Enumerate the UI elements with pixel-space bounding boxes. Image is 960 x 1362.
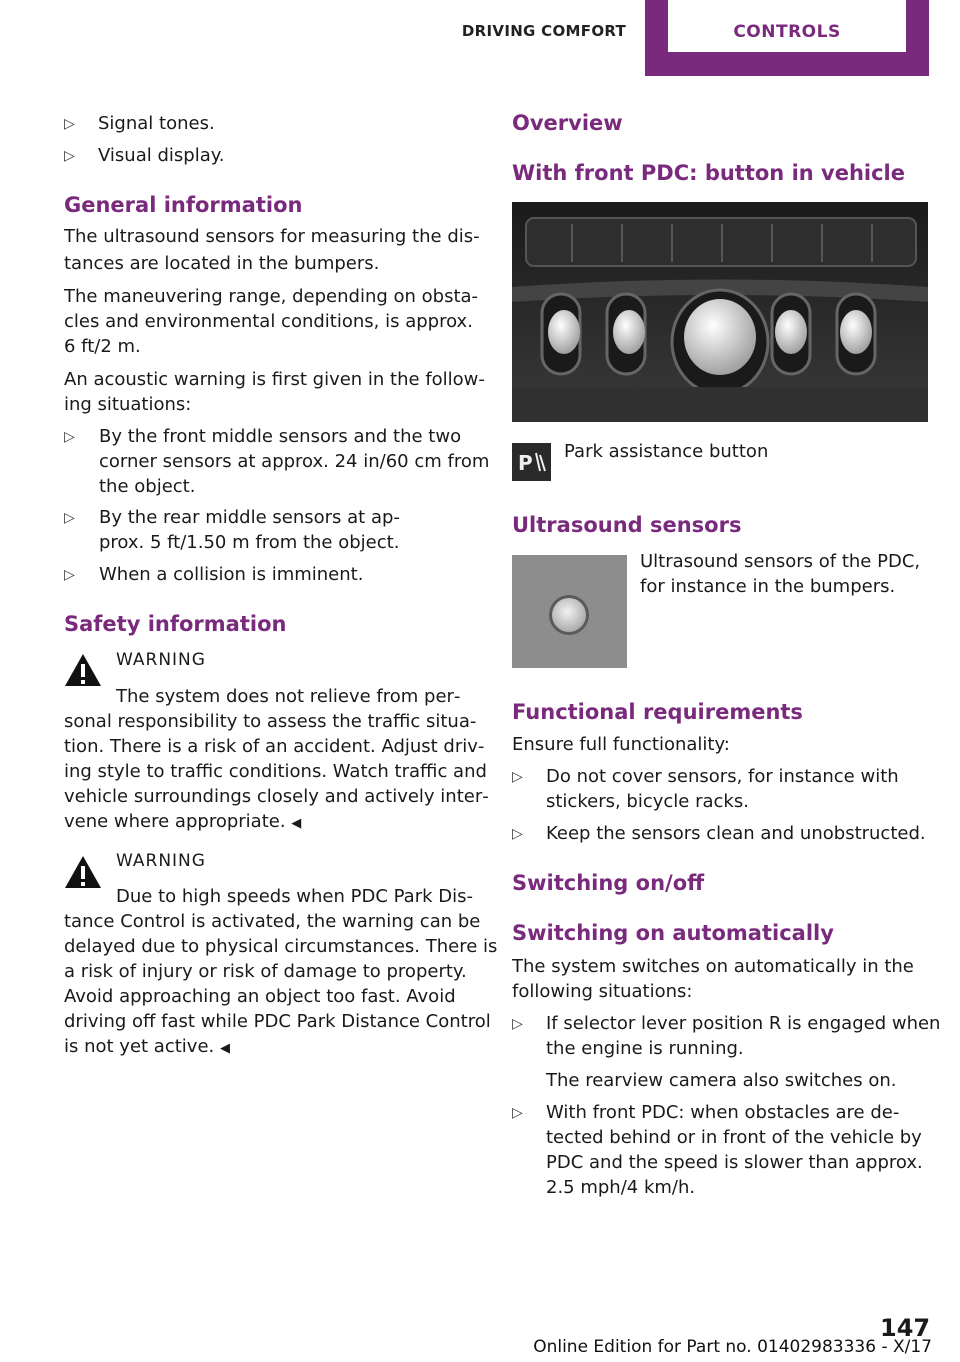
bullet-marker: ▷	[64, 510, 75, 526]
paragraph-line: ing situations:	[64, 394, 192, 415]
svg-text:P: P	[518, 451, 533, 475]
warning-line: is not yet active. ◀	[64, 1036, 230, 1057]
warning-line: delayed due to physical circumstances. There is	[64, 936, 498, 957]
list-item: Signal tones.	[98, 113, 215, 134]
list-item: Keep the sensors clean and unobstructed.	[546, 823, 926, 844]
warning-label: WARNING	[116, 650, 206, 670]
warning-icon	[63, 652, 103, 688]
list-item: By the front middle sensors and the two	[99, 426, 462, 447]
list-item: tected behind or in front of the vehicle by	[546, 1127, 922, 1148]
bullet-marker: ▷	[512, 1016, 523, 1032]
heading-safety-information: Safety information	[64, 612, 287, 636]
bullet-marker: ▷	[64, 148, 75, 164]
paragraph-line: following situations:	[512, 981, 693, 1002]
heading-switching: Switching on/off	[512, 871, 705, 895]
list-item: Visual display.	[98, 145, 225, 166]
paragraph-line: The ultrasound sensors for measuring the dis‐	[64, 226, 480, 247]
console-buttons-photo	[512, 202, 928, 422]
list-item: Do not cover sensors, for instance with	[546, 766, 899, 787]
list-item: With front PDC: when obstacles are de‐	[546, 1102, 900, 1123]
park-assist-icon	[512, 443, 551, 481]
end-mark: ◀	[291, 816, 302, 831]
warning-line: tion. There is a risk of an accident. Adjust driv‐	[64, 736, 485, 757]
list-item: the object.	[99, 476, 196, 497]
warning-icon	[63, 854, 103, 890]
warning-line: vehicle surroundings closely and actively inter‐	[64, 786, 489, 807]
heading-switching-auto: Switching on automatically	[512, 921, 834, 945]
list-item: 2.5 mph/4 km/h.	[546, 1177, 696, 1198]
warning-line: ing style to traffic conditions. Watch traffic and	[64, 761, 487, 782]
heading-overview: Overview	[512, 111, 623, 135]
list-item: corner sensors at approx. 24 in/60 cm from	[99, 451, 490, 472]
list-item: prox. 5 ft/1.50 m from the object.	[99, 532, 400, 553]
warning-line: a risk of injury or risk of damage to property.	[64, 961, 467, 982]
list-item: If selector lever position R is engaged when	[546, 1013, 941, 1034]
page-number: 147	[880, 1314, 931, 1342]
list-item: PDC and the speed is slower than approx.	[546, 1152, 923, 1173]
paragraph-line: The system switches on automatically in the	[512, 956, 914, 977]
warning-line: The system does not relieve from per‐	[116, 686, 461, 707]
paragraph-line: cles and environmental conditions, is approx.	[64, 311, 473, 332]
list-item: The rearview camera also switches on.	[546, 1070, 897, 1091]
heading-front-pdc: With front PDC: button in vehicle	[512, 161, 906, 185]
ultrasound-text: for instance in the bumpers.	[640, 576, 896, 597]
paragraph-line: Ensure full functionality:	[512, 734, 730, 755]
paragraph-line: 6 ft/2 m.	[64, 336, 141, 357]
paragraph-line: tances are located in the bumpers.	[64, 253, 380, 274]
warning-line: tance Control is activated, the warning can be	[64, 911, 481, 932]
warning-line: sonal responsibility to assess the traffic situa‐	[64, 711, 477, 732]
list-item: When a collision is imminent.	[99, 564, 364, 585]
warning-line: vene where appropriate. ◀	[64, 811, 302, 832]
list-item: the engine is running.	[546, 1038, 744, 1059]
edition-footer: Online Edition for Part no. 01402983336 - X/17	[533, 1337, 932, 1357]
bullet-marker: ▷	[512, 826, 523, 842]
heading-ultrasound-sensors: Ultrasound sensors	[512, 513, 742, 537]
section-title: DRIVING COMFORT	[461, 22, 627, 40]
bullet-marker: ▷	[512, 1105, 523, 1121]
paragraph-line: The maneuvering range, depending on obsta‐	[64, 286, 479, 307]
heading-general-information: General information	[64, 193, 303, 217]
list-item: By the rear middle sensors at ap‐	[99, 507, 400, 528]
list-item: stickers, bicycle racks.	[546, 791, 749, 812]
bullet-marker: ▷	[64, 116, 75, 132]
warning-line: driving off fast while PDC Park Distance Control	[64, 1011, 491, 1032]
warning-line: Avoid approaching an object too fast. Avoid	[64, 986, 456, 1007]
paragraph-line: An acoustic warning is first given in the follow‐	[64, 369, 485, 390]
bullet-marker: ▷	[64, 429, 75, 445]
chapter-title: CONTROLS	[733, 22, 841, 42]
end-mark: ◀	[219, 1041, 230, 1056]
bullet-marker: ▷	[512, 769, 523, 785]
park-assist-label: Park assistance button	[564, 441, 769, 462]
ultrasound-text: Ultrasound sensors of the PDC,	[640, 551, 921, 572]
warning-line: Due to high speeds when PDC Park Dis‐	[116, 886, 473, 907]
heading-functional-requirements: Functional requirements	[512, 700, 803, 724]
warning-label: WARNING	[116, 851, 206, 871]
sensor-photo	[512, 555, 627, 668]
bullet-marker: ▷	[64, 567, 75, 583]
